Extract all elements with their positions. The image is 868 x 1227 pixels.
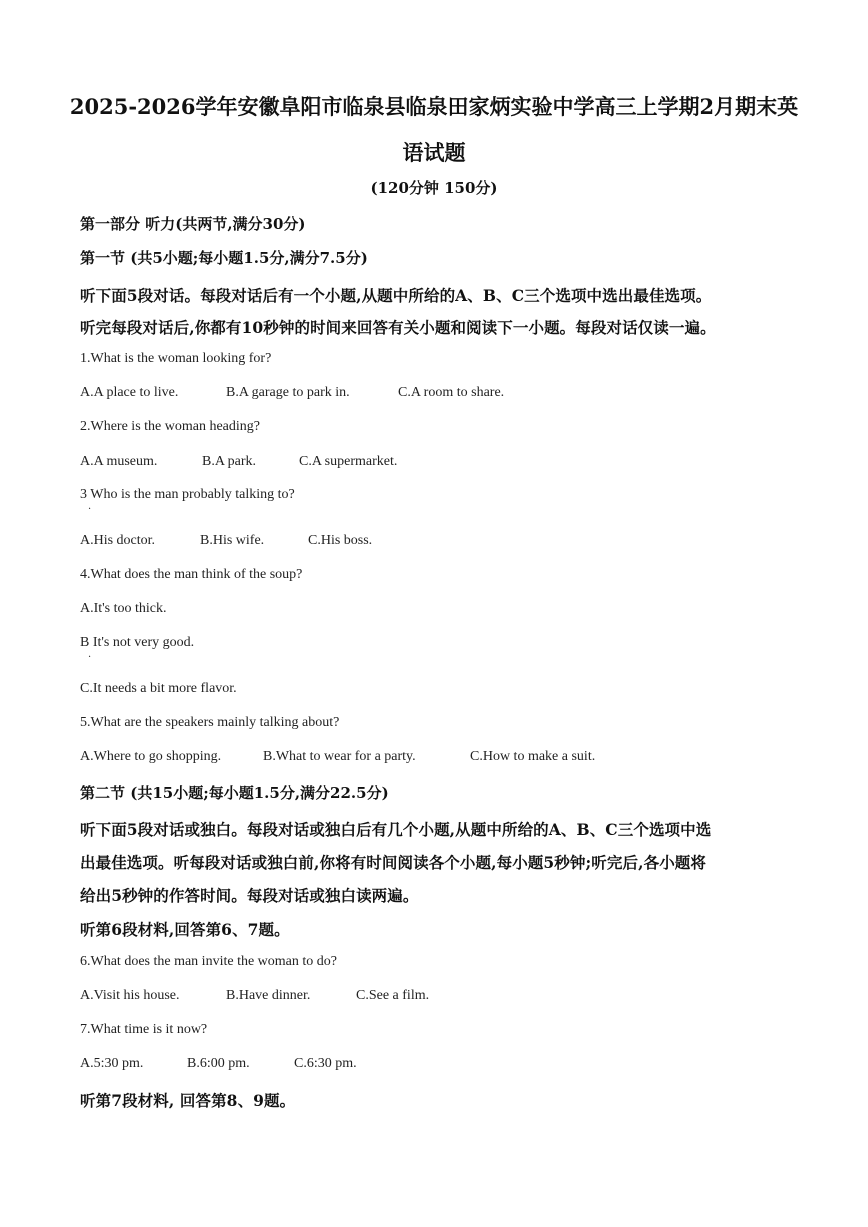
question-5: 5.What are the speakers mainly talking about? <box>80 715 340 730</box>
section-two-instruction-2: 出最佳选项。听每段对话或独白前,你将有时间阅读各个小题,每小题5秒钟;听完后,各小题将 <box>80 853 706 872</box>
question-7-options <box>80 1056 357 1072</box>
section-two-instruction-1: 听下面5段对话或独白。每段对话或独白后有几个小题,从题中所给的A、B、C三个选项中选 <box>80 820 712 839</box>
option-b: B.His wife. <box>200 533 265 548</box>
question-3: 3 Who is the man probably talking to? <box>80 487 295 502</box>
question-6-options <box>80 988 429 1004</box>
option-b: B.A park. <box>202 454 257 469</box>
material-6-heading: 听第6段材料,回答第6、7题。 <box>80 920 290 939</box>
question-1-options <box>80 385 504 401</box>
scan-speck: · <box>88 652 92 663</box>
question-4: 4.What does the man think of the soup? <box>80 567 303 582</box>
page-title: 2025-2026学年安徽阜阳市临泉县临泉田家炳实验中学高三上学期2月期末英语试题 <box>69 94 799 165</box>
option-b: B.What to wear for a party. <box>263 749 416 764</box>
question-6: 6.What does the man invite the woman to do? <box>80 954 337 969</box>
option-c: C.6:30 pm. <box>294 1056 357 1071</box>
question-2: 2.Where is the woman heading? <box>80 419 260 434</box>
option-a: A.5:30 pm. <box>80 1056 144 1071</box>
option-a: A.It's too thick. <box>80 601 167 616</box>
section-two-heading: 第二节 (共15小题;每小题1.5分,满分22.5分) <box>80 784 389 802</box>
question-5-options <box>80 749 595 765</box>
question-2-options <box>80 454 397 470</box>
option-b: B It's not very good. <box>80 635 195 650</box>
option-a: A.A place to live. <box>80 385 179 400</box>
option-c: C.His boss. <box>308 533 373 548</box>
option-a: A.His doctor. <box>80 533 156 548</box>
section-one-instruction-1: 听下面5段对话。每段对话后有一个小题,从题中所给的A、B、C三个选项中选出最佳选项。 <box>80 286 712 305</box>
option-c: C.It needs a bit more flavor. <box>80 681 237 696</box>
option-a: A.Visit his house. <box>80 988 180 1003</box>
section-one-heading: 第一节 (共5小题;每小题1.5分,满分7.5分) <box>80 249 368 267</box>
section-two-instruction-3: 给出5秒钟的作答时间。每段对话或独白读两遍。 <box>80 886 419 905</box>
option-b: B.A garage to park in. <box>226 385 350 400</box>
section-one-instruction-2: 听完每段对话后,你都有10秒钟的时间来回答有关小题和阅读下一小题。每段对话仅读一遍。 <box>80 318 716 337</box>
option-b: B.6:00 pm. <box>187 1056 250 1071</box>
option-c: C.A room to share. <box>398 385 505 400</box>
option-a: A.Where to go shopping. <box>80 749 222 764</box>
option-c: C.A supermarket. <box>299 454 398 469</box>
material-7-heading: 听第7段材料, 回答第8、9题。 <box>80 1091 296 1110</box>
option-c: C.How to make a suit. <box>470 749 596 764</box>
option-a: A.A museum. <box>80 454 158 469</box>
option-c: C.See a film. <box>356 988 430 1003</box>
option-b: B.Have dinner. <box>226 988 311 1003</box>
question-3-options <box>80 533 372 549</box>
exam-duration-score: (120分钟 150分) <box>370 179 498 197</box>
question-7: 7.What time is it now? <box>80 1022 208 1037</box>
question-1: 1.What is the woman looking for? <box>80 351 272 366</box>
scan-speck: · <box>88 504 92 515</box>
part-one-heading: 第一部分 听力(共两节,满分30分) <box>80 215 306 233</box>
